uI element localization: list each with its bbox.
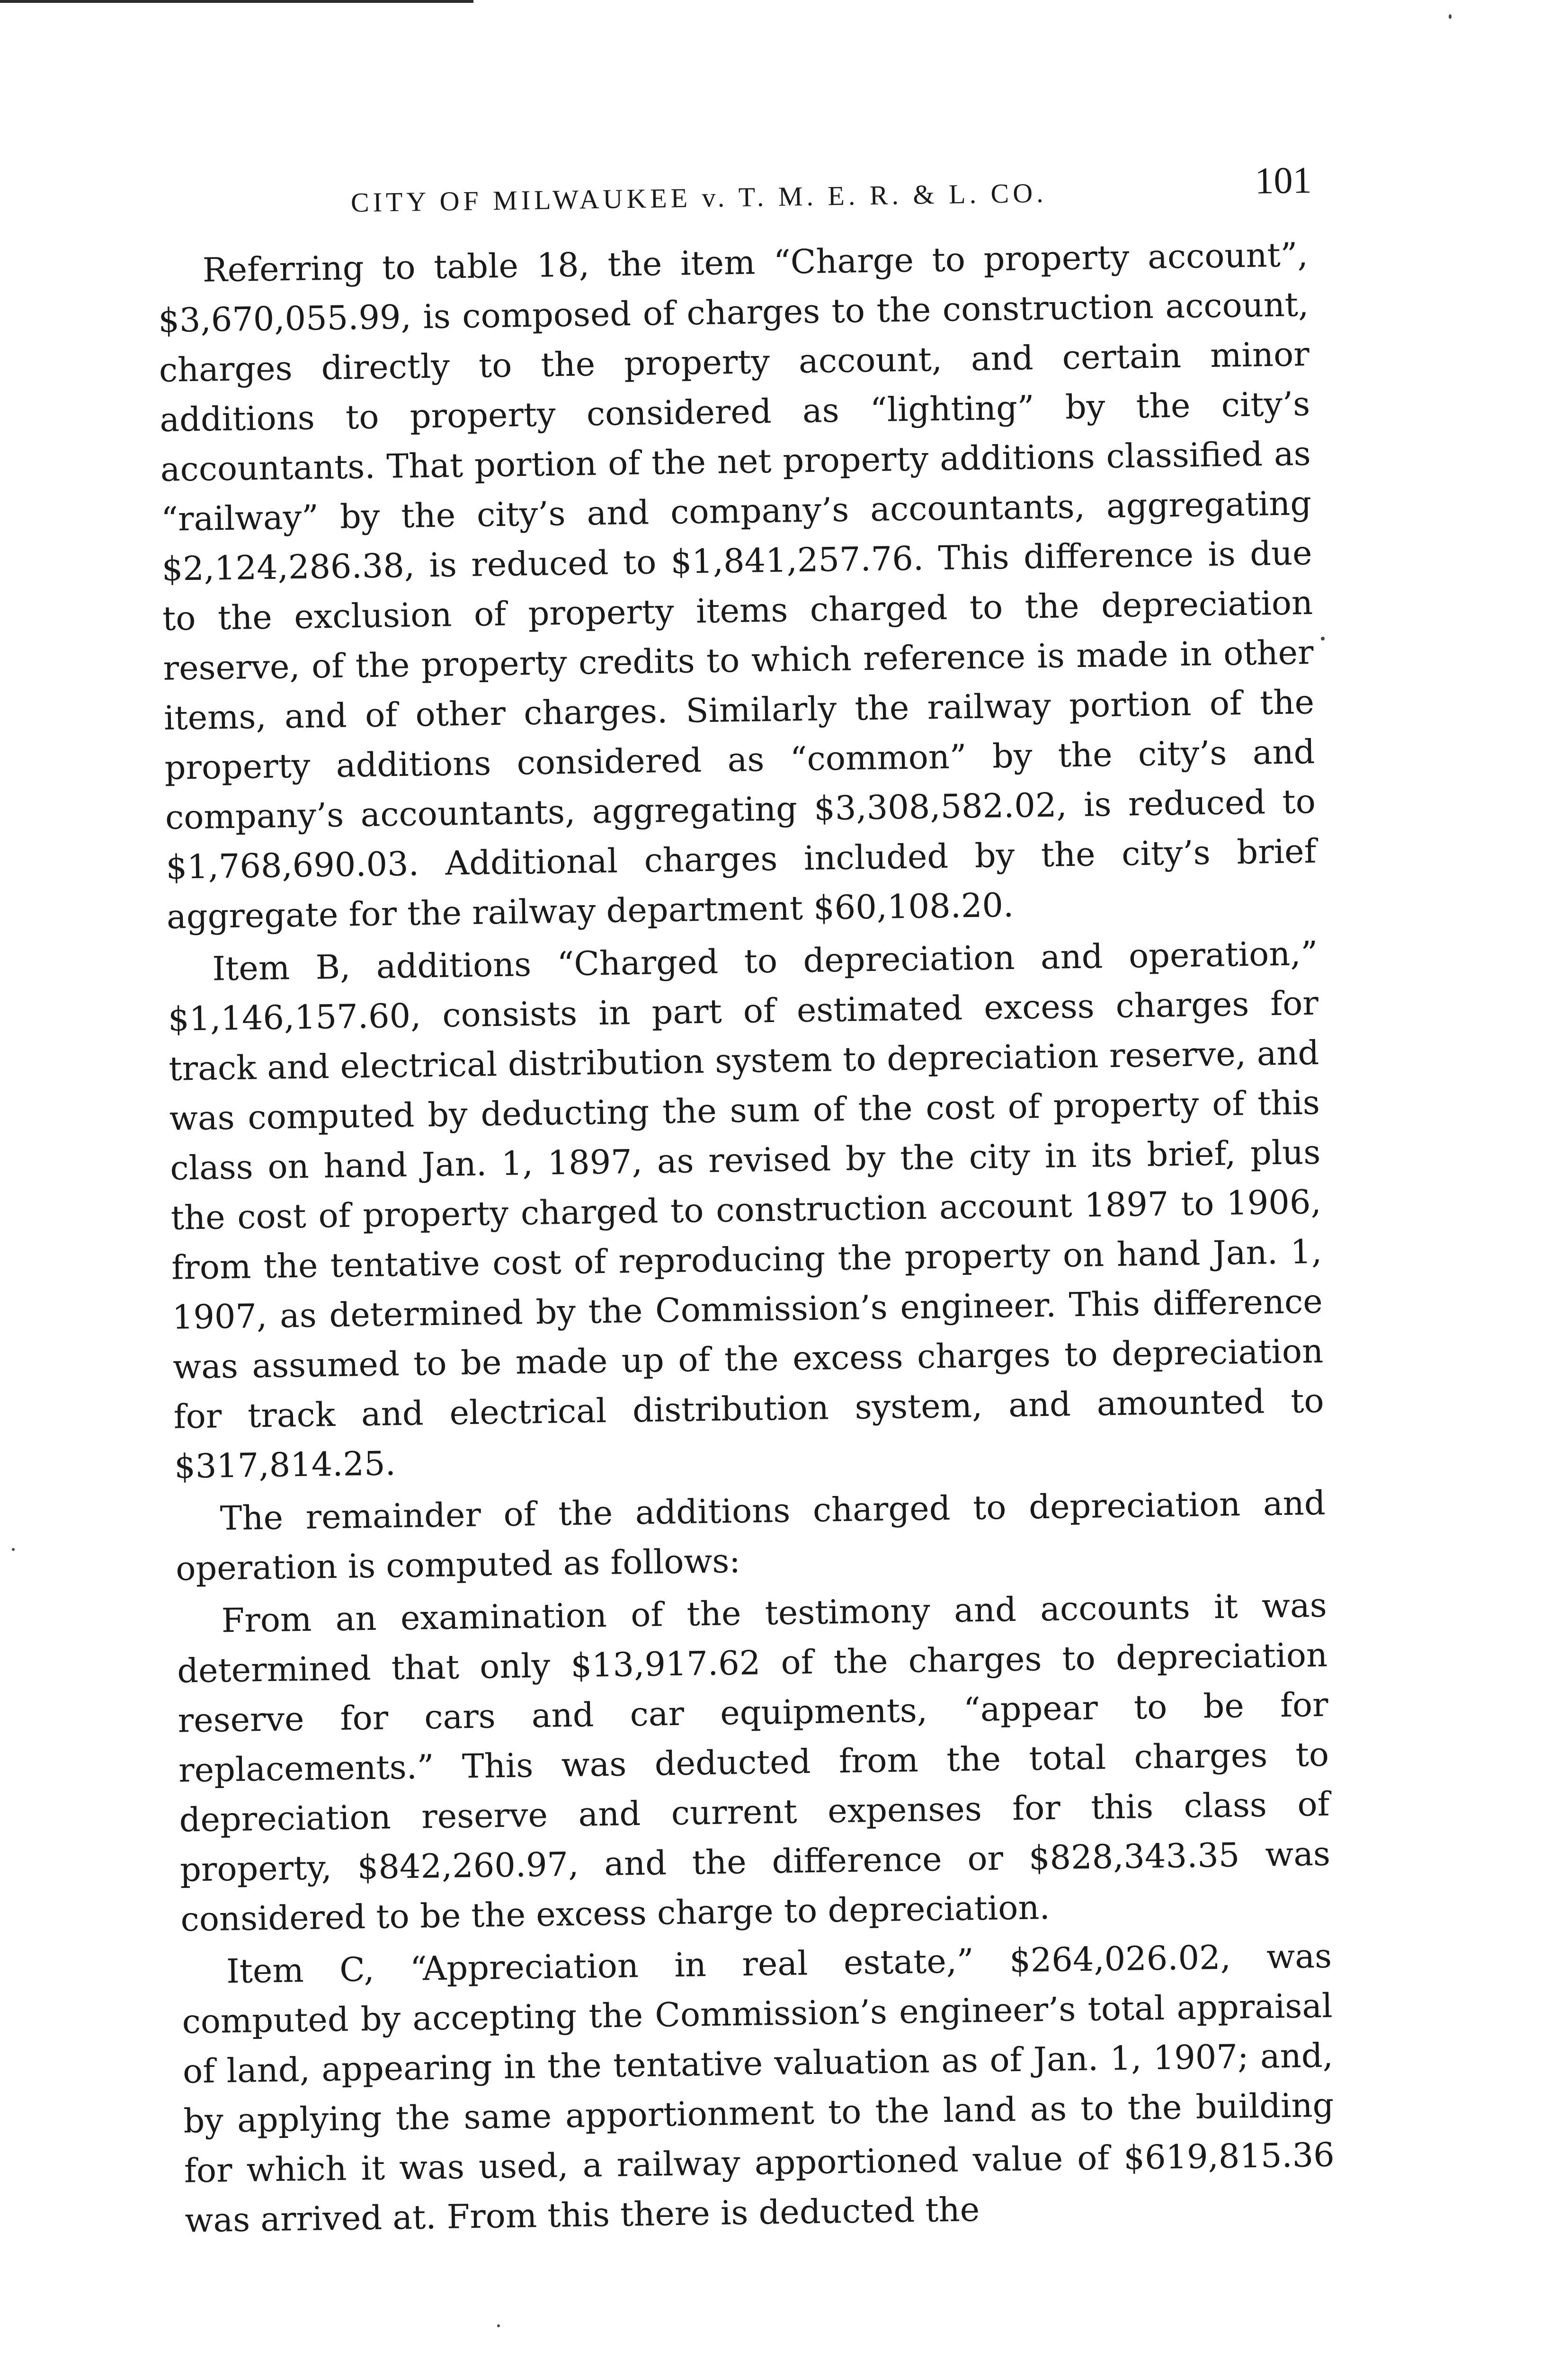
paragraph-item-b: Item B, additions “Charged to depreciation and operation,” $1,146,157.60, consists in part of estimated excess charges for track and electrical distribution system to depreciation reserve, and was computed by deducting the sum of the cost of property of this class on hand Jan. 1, 1897, as revised by the city in its brief, plus the cost of property charged to construction account 1897 to 1906, from the tentative cost of reproducing the property on hand Jan. 1, 1907, as determined by the Commission’s engineer. This difference was assumed to be made up of the excess charges to depreciation for track and electrical distribution system, and amounted to $317,814.25. [168, 934, 1325, 1486]
scan-speck [12, 1548, 15, 1551]
page-number: 101 [1254, 159, 1312, 202]
scan-speck [1449, 14, 1452, 19]
paragraph-charge-to-property: Referring to table 18, the item “Charge to property account”, $3,670,055.99, is composed of charges to the construction account, charges directly to the property account, and certain minor additions to property considered as “lighting” by the city’s accountants. That portion of the net property additions classified as “railway” by the city’s and company’s accountants, aggregating $2,124,286.38, is reduced to $1,841,257.76. This difference is due to the exclusion of property items charged to the depreciation reserve, of the property credits to which reference is made in other items, and of other charges. Similarly the railway portion of the property additions considered as “common” by the city’s and company’s accountants, aggregating $3,308,582.02, is reduced to $1,768,690.03. Additional charges included by the city’s brief aggregate for the railway department $60,108.20. [158, 235, 1317, 936]
running-head [156, 154, 1312, 227]
body-text [157, 230, 1336, 2246]
scan-speck [1321, 637, 1325, 641]
header-title: CITY OF MILWAUKEE v. T. M. E. R. & L. CO. [350, 177, 1048, 218]
paragraph-examination: From an examination of the testimony and accounts it was determined that only $13,917.62 of the charges to depreciation reserve for cars and car equipments, “appear to be for replacements.” This was deducted from the total charges to depreciation reserve and current expenses for this class of property, $842,260.97, and the difference or $828,343.35 was considered to be the excess charge to depreciation. [177, 1585, 1331, 1939]
book-page [156, 154, 1336, 2249]
paragraph-remainder: The remainder of the additions charged to depreciation and operation is computed as follows: [175, 1483, 1326, 1588]
top-edge-rule [0, 0, 473, 3]
paragraph-item-c: Item C, “Appreciation in real estate,” $264,026.02, was computed by accepting the Commission’s engineer’s total appraisal of land, appearing in the tentative valuation as of Jan. 1, 1907; and, by applying the same apportionment to the land as to the building for which it was used, a railway apportioned value of $619,815.36 was arrived at. From this there is deducted the [182, 1936, 1335, 2240]
scan-speck [497, 2324, 500, 2327]
